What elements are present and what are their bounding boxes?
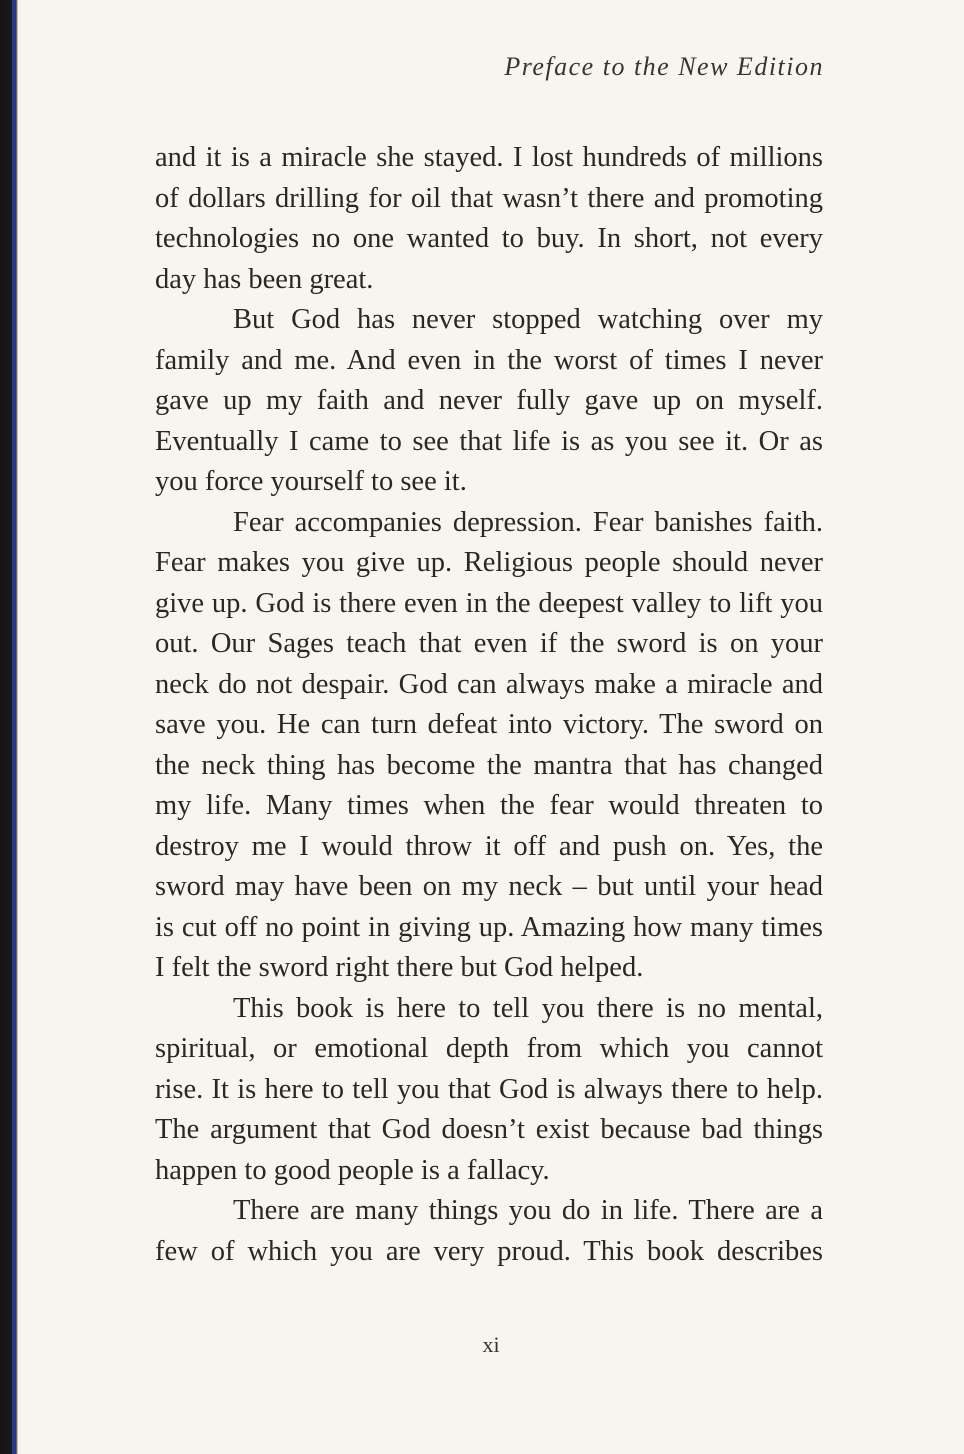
text-line: of dollars drilling for oil that wasn’t there and promoting — [155, 182, 823, 214]
page-number — [18, 1332, 964, 1358]
scan-edge-stripe — [12, 0, 15, 1454]
text-line: technologies no one wanted to buy. In short, not every — [155, 223, 823, 254]
text-line: family and me. And even in the worst of times I never — [155, 344, 823, 376]
scan-binding-edge — [0, 0, 18, 1454]
text-line: rise. It is here to tell you that God is always there to help. — [155, 1073, 823, 1105]
book-page — [18, 0, 964, 1454]
text-line: I felt the sword right there but God helped. — [155, 952, 644, 983]
text-line: few of which you are very proud. This book describes — [155, 1235, 823, 1267]
page-number-text: xi — [482, 1332, 500, 1357]
text-line: neck do not despair. God can always make a miracle and — [155, 668, 823, 700]
text-line: my life. Many times when the fear would threaten to — [155, 790, 823, 821]
text-line: The argument that God doesn’t exist because bad things — [155, 1114, 823, 1145]
text-line: This book is here to tell you there is no mental, — [233, 992, 823, 1024]
text-line: Fear makes you give up. Religious people should never — [155, 547, 823, 578]
text-line: spiritual, or emotional depth from which you cannot — [155, 1033, 823, 1064]
text-line: and it is a miracle she stayed. I lost hundreds of millions — [155, 142, 823, 173]
text-line: save you. He can turn defeat into victory. The sword on — [155, 709, 823, 740]
text-line: day has been great. — [155, 263, 374, 295]
text-line: out. Our Sages teach that even if the sword is on your — [155, 628, 823, 659]
text-line: the neck thing has become the mantra that has changed — [155, 749, 823, 781]
text-line: happen to good people is a fallacy. — [155, 1154, 550, 1186]
running-head: Preface to the New Edition — [504, 52, 824, 81]
text-line: destroy me I would throw it off and push on. Yes, the — [155, 830, 823, 862]
text-line: There are many things you do in life. There are a — [233, 1195, 823, 1226]
text-line: But God has never stopped watching over my — [233, 304, 823, 335]
text-line: give up. God is there even in the deepest valley to lift you — [155, 587, 823, 619]
text-line: you force yourself to see it. — [155, 466, 467, 497]
text-line: is cut off no point in giving up. Amazing how many times — [155, 911, 823, 943]
text-line: sword may have been on my neck – but until your head — [155, 871, 823, 902]
body-text — [155, 138, 823, 1272]
text-line: gave up my faith and never fully gave up on myself. — [155, 385, 823, 416]
text-line: Fear accompanies depression. Fear banishes faith. — [233, 506, 823, 538]
text-line: Eventually I came to see that life is as you see it. Or as — [155, 425, 823, 457]
